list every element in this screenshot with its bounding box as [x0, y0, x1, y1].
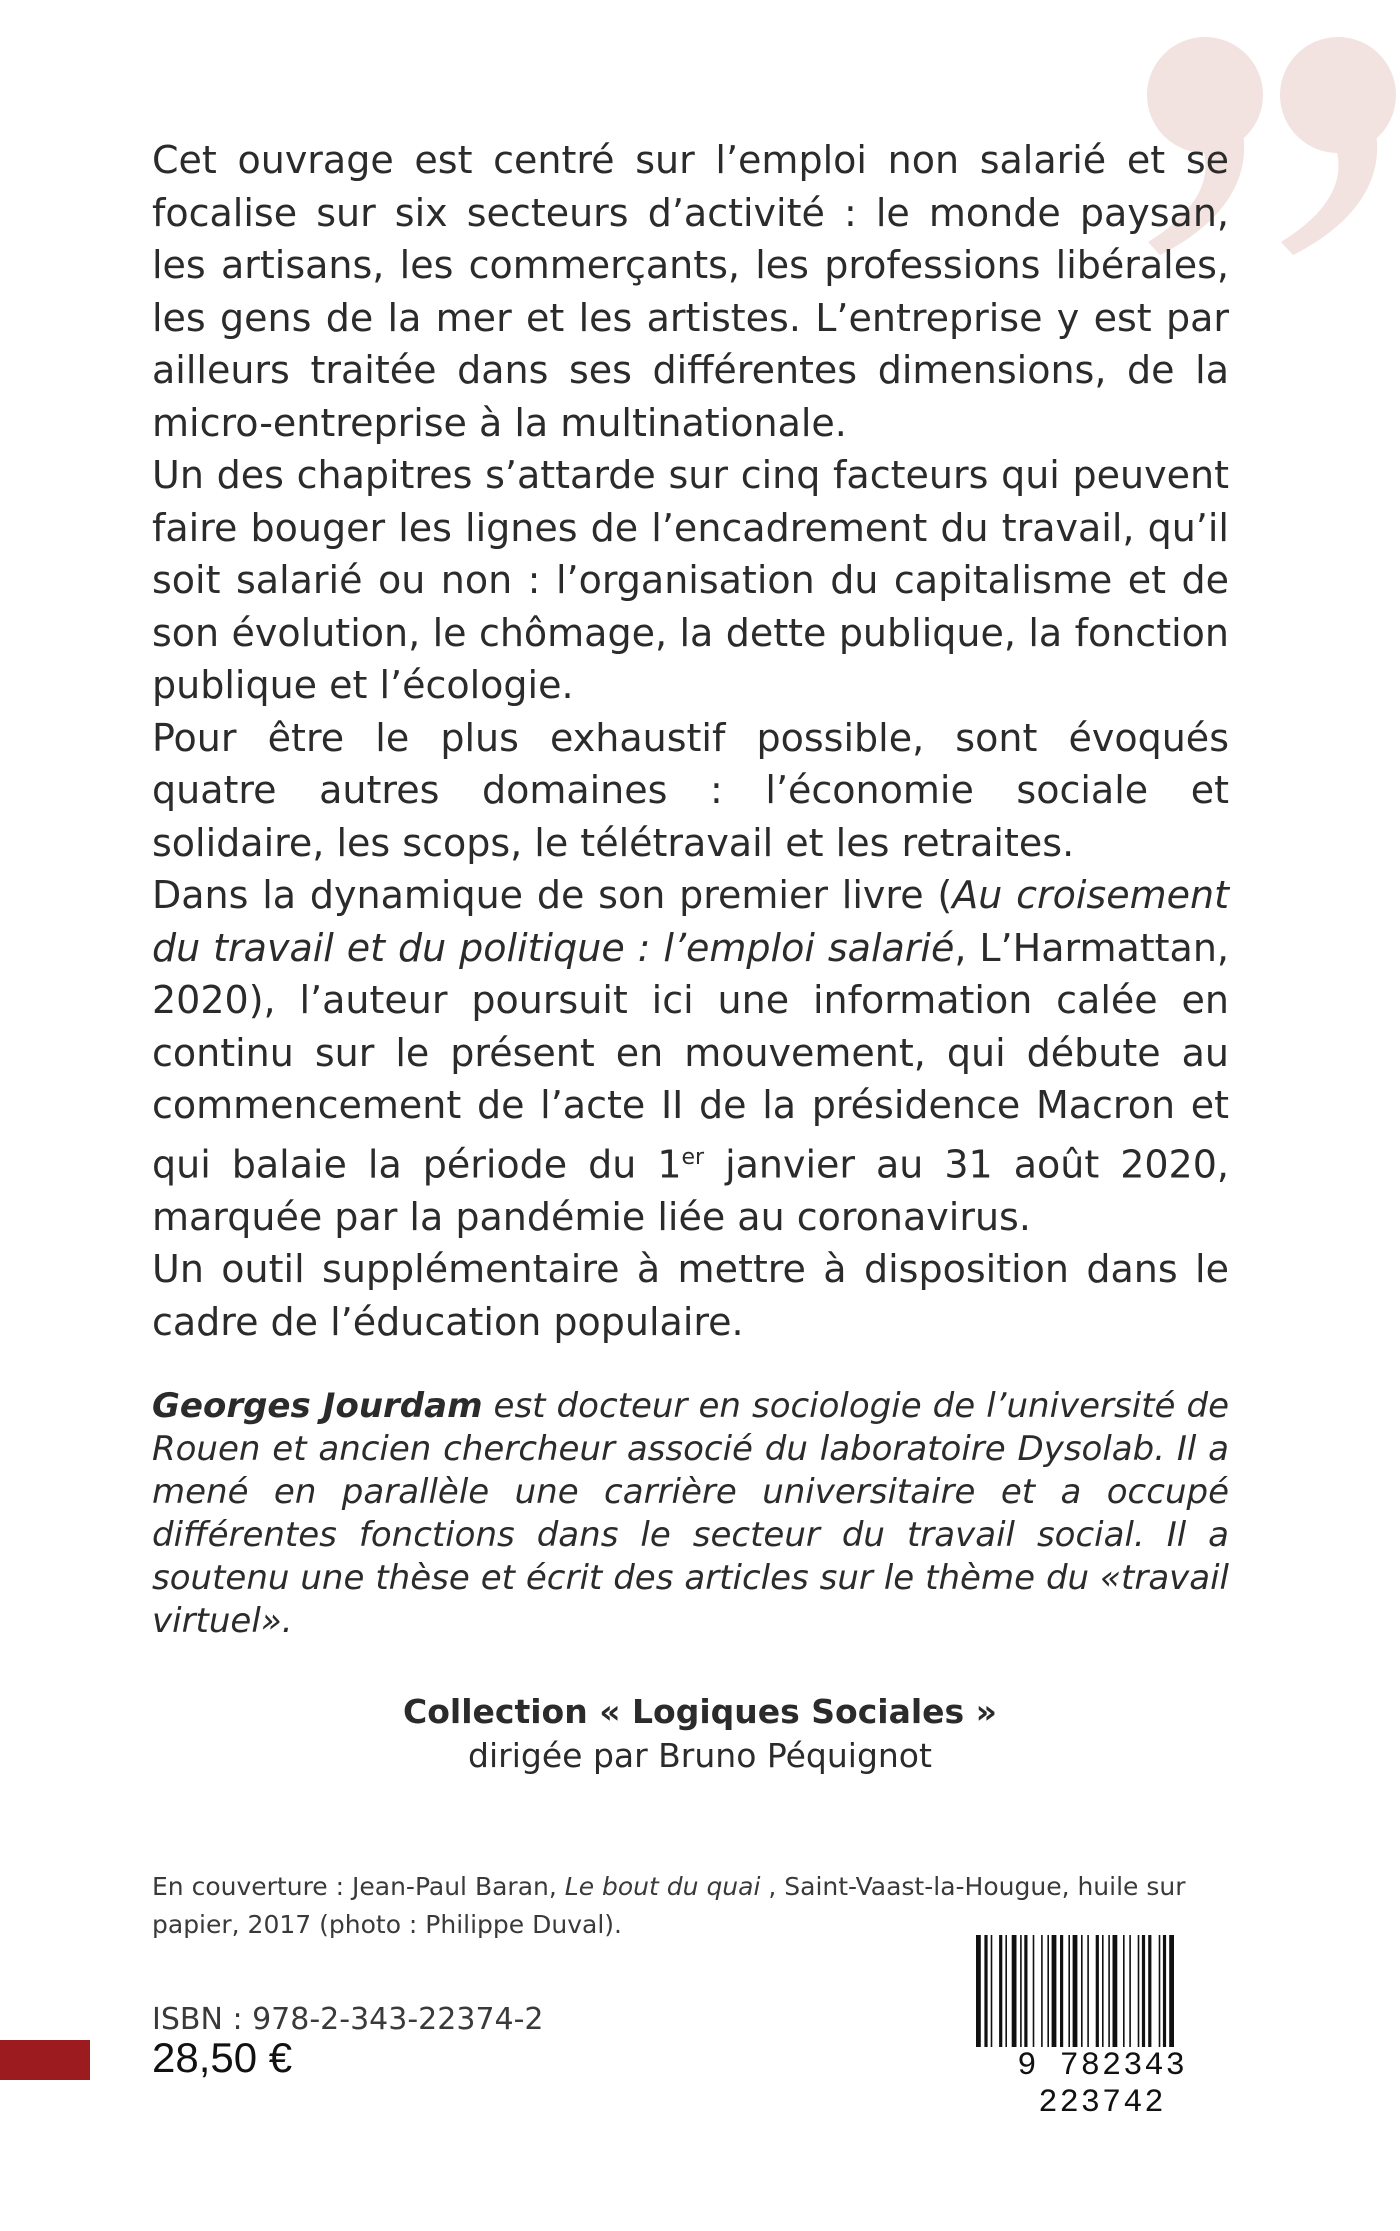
price: 28,50 €: [152, 2034, 293, 2081]
collection-director: dirigée par Bruno Péquignot: [468, 1736, 932, 1775]
collection-title: Collection « Logiques Sociales »: [403, 1692, 997, 1731]
accent-bar: [0, 2040, 90, 2080]
isbn: ISBN : 978-2-343-22374-2: [152, 2002, 544, 2037]
cover-credit: [152, 1868, 1232, 1944]
blurb-paragraph: Un des chapitres s’attarde sur cinq facteurs qui peuvent faire bouger les lignes de l’encadrement du travail, qu’il soit salarié ou non : l’organisation du capitalisme et de son évolution, le chômage, la dette publique, la fonction publique et l’écologie.: [152, 453, 1229, 707]
credit-text: En couverture : Jean-Paul Baran,: [152, 1872, 565, 1901]
barcode-number: 9 782343 223742: [964, 2047, 1240, 2121]
author-bio: [152, 1385, 1229, 1643]
blurb-paragraph: [152, 869, 1229, 1243]
blurb-text: Dans la dynamique de son premier livre (: [152, 873, 953, 917]
back-cover-blurb: [152, 134, 1229, 1348]
blurb-text: , L’Harmattan, 2020), l’auteur poursuit ici une information calée en continu sur le présent en mouvement, qui débute au commencement de l’acte II de la présidence Macron et qui balaie la période du 1: [152, 925, 1230, 1187]
first-book-title: Au croisement du travail et du politique : l’emploi salarié: [152, 873, 1229, 970]
blurb-paragraph: Cet ouvrage est centré sur l’emploi non salarié et se focalise sur six secteurs d’activité : le monde paysan, les artisans, les commerçants, les professions libérales, les gens de la mer et les artistes. L’entreprise y est par ailleurs traitée dans ses différentes dimensions, de la micro-entreprise à la multinationale.: [152, 138, 1229, 445]
ordinal-superscript: er: [681, 1144, 705, 1170]
blurb-text: janvier au 31 août 2020, marquée par la pandémie liée au coronavirus.: [152, 1142, 1229, 1239]
author-bio-text: est docteur en sociologie de l’université de Rouen et ancien chercheur associé du laboratoire Dysolab. Il a mené en parallèle une carrière universitaire et a occupé différentes fonctions dans le secteur du travail social. Il a soutenu une thèse et écrit des articles sur le thème du «travail virtuel».: [152, 1386, 1229, 1641]
blurb-paragraph: Pour être le plus exhaustif possible, sont évoqués quatre autres domaines : l’économie sociale et solidaire, les scops, le télétravail et les retraites.: [152, 715, 1229, 865]
blurb-paragraph: Un outil supplémentaire à mettre à disposition dans le cadre de l’éducation populaire.: [152, 1247, 1229, 1344]
collection-info: [0, 1690, 1400, 1778]
author-name: Georges Jourdam: [152, 1386, 483, 1426]
artwork-title: Le bout du quai: [564, 1872, 761, 1901]
credit-text: , Saint-Vaast-la-Hougue, huile sur papier, 2017 (photo : Philippe Duval).: [152, 1872, 1186, 1939]
